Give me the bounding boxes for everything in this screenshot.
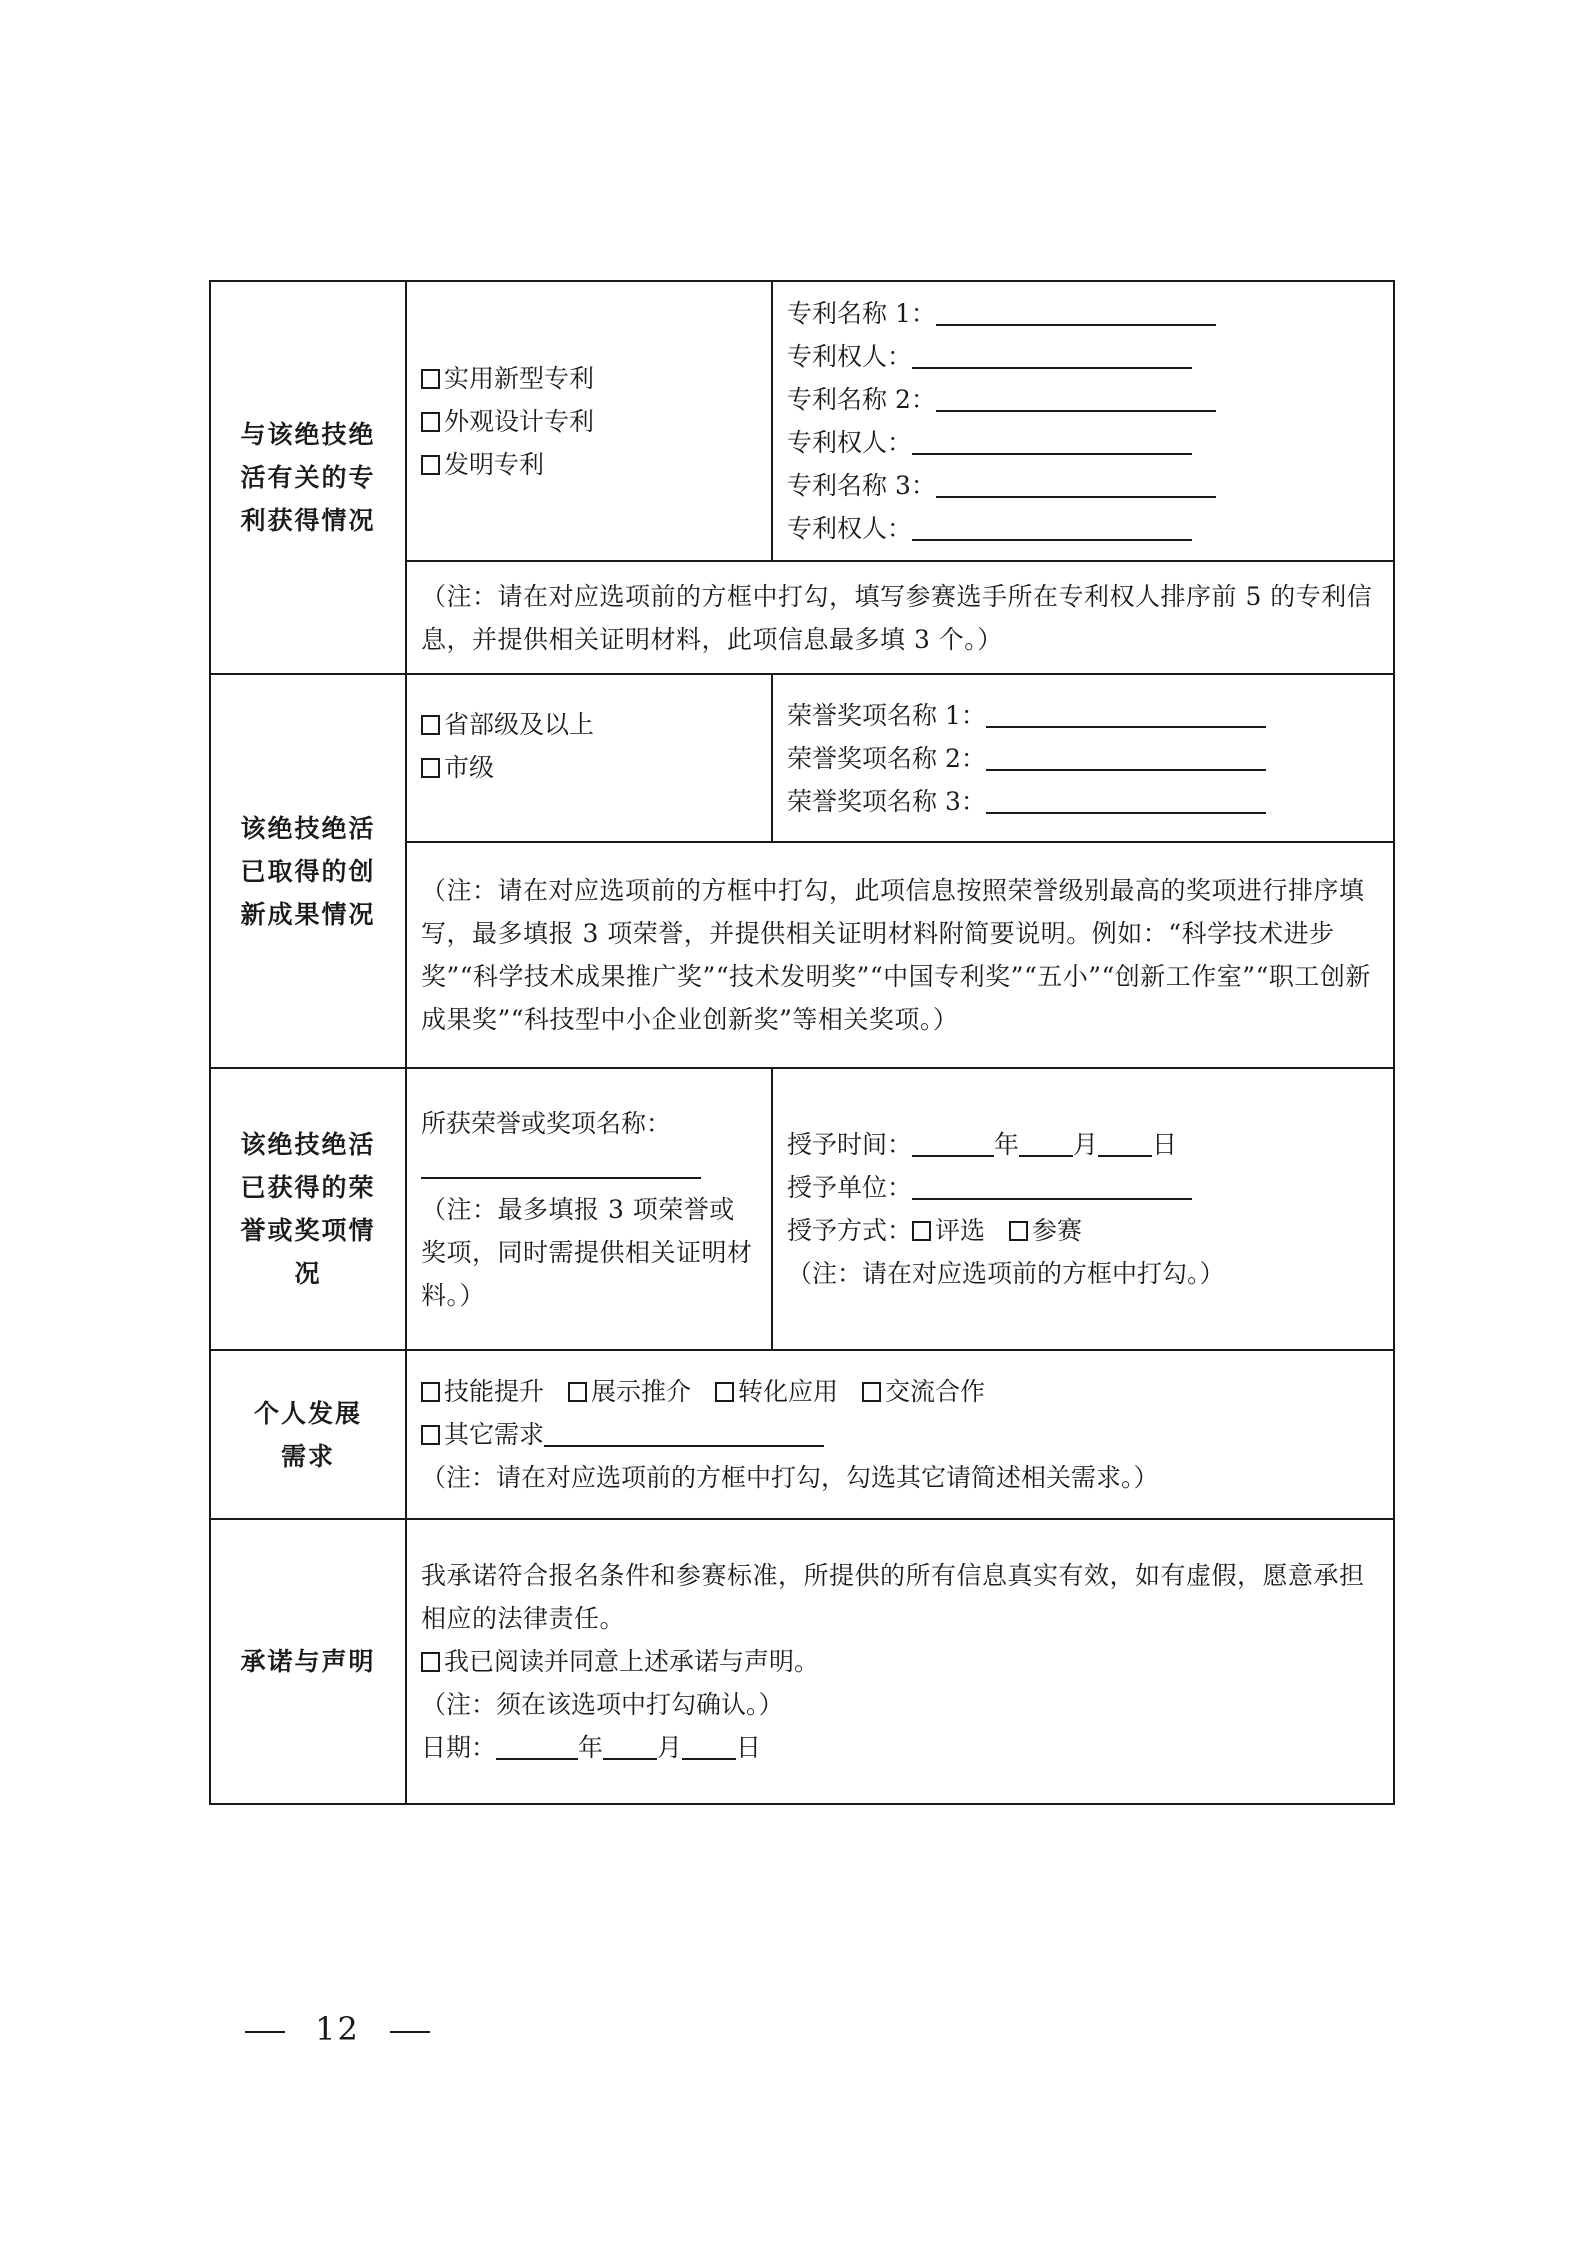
honor-name-input[interactable] [421, 1153, 701, 1179]
date-day-input[interactable] [682, 1734, 736, 1760]
checkbox-exchange[interactable] [862, 1382, 881, 1402]
grant-time-label: 授予时间： [787, 1130, 913, 1159]
patent-name-1-input[interactable] [936, 300, 1216, 326]
checkbox[interactable] [421, 455, 440, 475]
patent-holder-1-label: 专利权人： [787, 342, 913, 371]
pledge-cell [406, 1519, 1394, 1804]
award-name-2-input[interactable] [986, 745, 1266, 771]
checkbox-agree[interactable] [421, 1652, 440, 1672]
patent-name-2-input[interactable] [936, 386, 1216, 412]
grant-unit-input[interactable] [912, 1174, 1192, 1200]
patent-fields [772, 281, 1394, 561]
grant-unit-label: 授予单位： [787, 1173, 913, 1202]
checkbox[interactable] [421, 412, 440, 432]
patent-name-1-label: 专利名称 1： [787, 299, 936, 328]
footer-dash-right [390, 2031, 430, 2033]
method-selection-label: 评选 [935, 1216, 986, 1245]
award-name-1-input[interactable] [986, 702, 1266, 728]
development-cell [406, 1350, 1394, 1519]
footer-dash-left [245, 2031, 285, 2033]
other-need-input[interactable] [544, 1421, 824, 1447]
option-exchange: 交流合作 [885, 1377, 986, 1406]
registration-form-table [209, 280, 1395, 1805]
patent-name-3-input[interactable] [936, 472, 1216, 498]
patent-option-utility[interactable]: 实用新型专利 [421, 357, 757, 400]
agree-label: 我已阅读并同意上述承诺与声明。 [444, 1647, 820, 1676]
honor-name-label: 所获荣誉或奖项名称： [421, 1108, 672, 1138]
innovation-option-provincial[interactable]: 省部级及以上 [421, 703, 757, 746]
patent-name-2-label: 专利名称 2： [787, 385, 936, 414]
award-name-3-input[interactable] [986, 788, 1266, 814]
innovation-fields [772, 674, 1394, 842]
patent-section-label: 与该绝技绝活有关的专利获得情况 [210, 281, 406, 674]
checkbox-apply[interactable] [715, 1382, 734, 1402]
method-competition-label: 参赛 [1032, 1216, 1083, 1245]
option-skill: 技能提升 [444, 1377, 545, 1406]
date-month-input[interactable] [603, 1734, 657, 1760]
innovation-note: （注：请在对应选项前的方框中打勾，此项信息按照荣誉级别最高的奖项进行排序填写，最多填报 3 项荣誉，并提供相关证明材料附简要说明。例如：“科学技术进步奖”“科学技术成果推广奖”“技术发明奖”“中国专利奖”“五小”“创新工作室”“职工创新成果奖”“科技型中小企业创新奖”等相关奖项。） [406, 842, 1394, 1068]
grant-day-unit: 日 [1152, 1130, 1178, 1159]
page-number: 12 [315, 2010, 360, 2048]
award-name-2-label: 荣誉奖项名称 2： [787, 743, 986, 773]
grant-year-input[interactable] [912, 1131, 994, 1157]
honor-section-label: 该绝技绝活已获得的荣誉或奖项情况 [210, 1068, 406, 1350]
pledge-section-label: 承诺与声明 [210, 1519, 406, 1804]
date-year-unit: 年 [578, 1733, 604, 1762]
award-name-1-label: 荣誉奖项名称 1： [787, 700, 986, 730]
award-name-3-label: 荣誉奖项名称 3： [787, 786, 986, 816]
grant-method-label: 授予方式： [787, 1216, 913, 1245]
grant-month-input[interactable] [1019, 1131, 1073, 1157]
checkbox[interactable] [421, 758, 440, 778]
honor-name-cell [406, 1068, 772, 1350]
grant-month-unit: 月 [1073, 1130, 1099, 1159]
date-label: 日期： [421, 1733, 497, 1762]
honor-left-note: （注：最多填报 3 项荣誉或奖项，同时需提供相关证明材料。） [421, 1194, 753, 1310]
patent-type-options [406, 281, 772, 561]
date-month-unit: 月 [657, 1733, 683, 1762]
checkbox-skill[interactable] [421, 1382, 440, 1402]
option-promote: 展示推介 [591, 1377, 692, 1406]
checkbox-competition[interactable] [1009, 1221, 1028, 1241]
option-other: 其它需求 [444, 1420, 545, 1449]
patent-holder-2-input[interactable] [912, 429, 1192, 455]
patent-option-invention[interactable]: 发明专利 [421, 443, 757, 486]
honor-right-note: （注：请在对应选项前的方框中打勾。） [787, 1259, 1225, 1288]
date-day-unit: 日 [736, 1733, 762, 1762]
patent-holder-2-label: 专利权人： [787, 428, 913, 457]
innovation-level-options [406, 674, 772, 842]
checkbox[interactable] [421, 369, 440, 389]
checkbox-selection[interactable] [912, 1221, 931, 1241]
innovation-option-city[interactable]: 市级 [421, 746, 757, 789]
patent-holder-1-input[interactable] [912, 343, 1192, 369]
checkbox[interactable] [421, 715, 440, 735]
patent-holder-3-label: 专利权人： [787, 514, 913, 543]
checkbox-promote[interactable] [568, 1382, 587, 1402]
development-note: （注：请在对应选项前的方框中打勾，勾选其它请简述相关需求。） [421, 1463, 1159, 1492]
innovation-section-label: 该绝技绝活已取得的创新成果情况 [210, 674, 406, 1068]
patent-note: （注：请在对应选项前的方框中打勾，填写参赛选手所在专利权人排序前 5 的专利信息，并提供相关证明材料，此项信息最多填 3 个。） [406, 561, 1394, 674]
pledge-text: 我承诺符合报名条件和参赛标准，所提供的所有信息真实有效，如有虚假，愿意承担相应的法律责任。 [421, 1561, 1365, 1633]
honor-detail-cell [772, 1068, 1394, 1350]
checkbox-other[interactable] [421, 1425, 440, 1445]
date-year-input[interactable] [496, 1734, 578, 1760]
option-apply: 转化应用 [738, 1377, 839, 1406]
development-section-label: 个人发展需求 [210, 1350, 406, 1519]
patent-name-3-label: 专利名称 3： [787, 471, 936, 500]
grant-day-input[interactable] [1098, 1131, 1152, 1157]
patent-holder-3-input[interactable] [912, 515, 1192, 541]
grant-year-unit: 年 [994, 1130, 1020, 1159]
page-number-footer [245, 2010, 430, 2048]
pledge-note: （注：须在该选项中打勾确认。） [421, 1690, 784, 1719]
patent-option-design[interactable]: 外观设计专利 [421, 400, 757, 443]
